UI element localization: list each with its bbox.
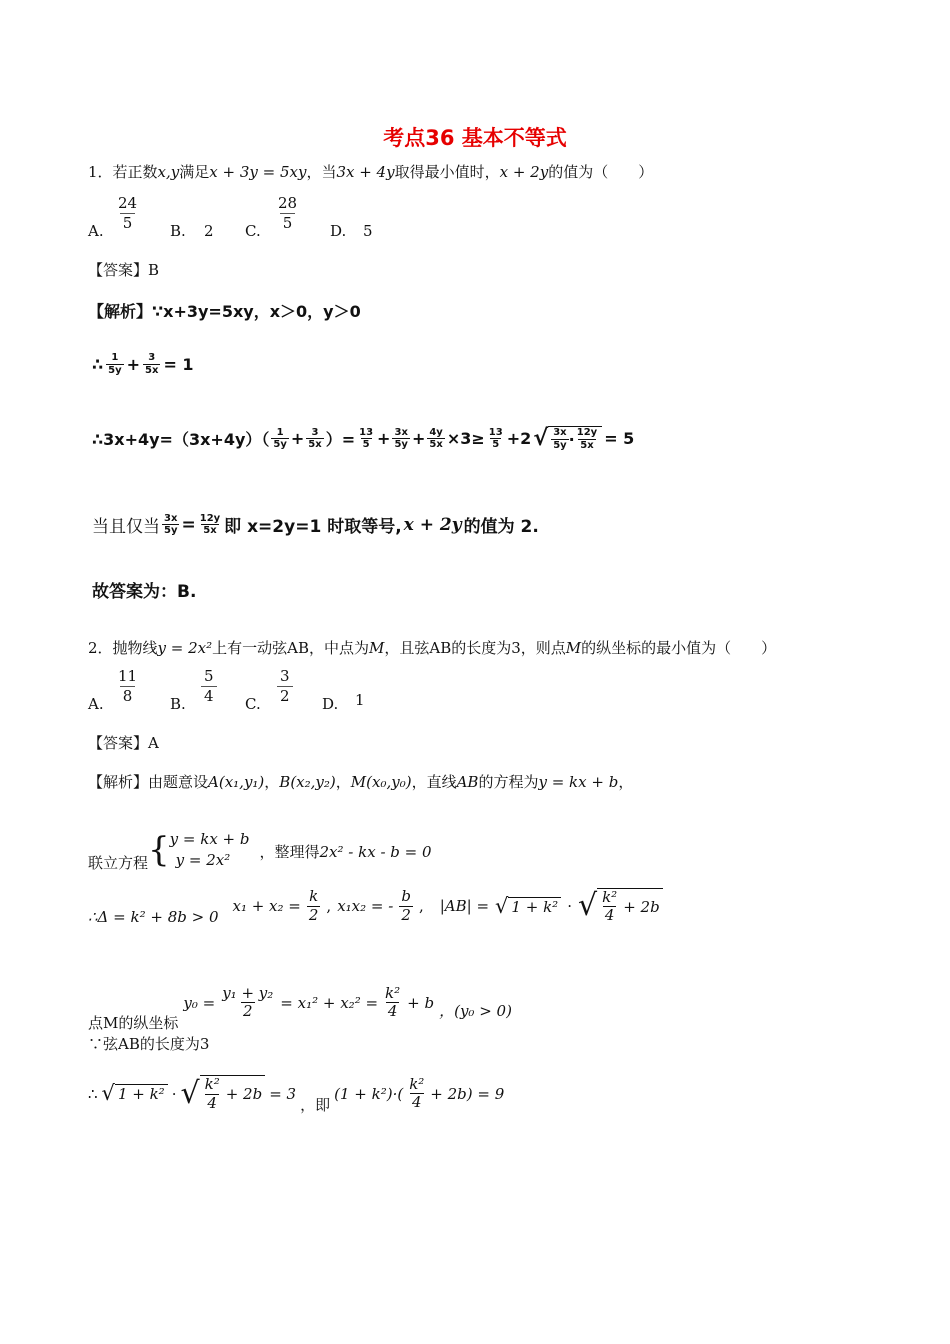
line-ab: AB — [456, 773, 479, 791]
denominator: 5y — [394, 439, 408, 450]
q2-option-b-num: 5 — [204, 667, 214, 685]
q1-stem-text: ，当 — [306, 163, 337, 181]
q2-analysis-line-6: ∴ √ 1 + k² · √ $\frac{\text{k²}}{4}$ + 2b = 3 ，即 (1 + k²)·( $\frac{\text{k²}}{4}$ + 2b) = 9 — [88, 1074, 505, 1114]
q1-stem-text: 满足 — [179, 163, 210, 181]
plus-two: +2 — [506, 429, 532, 448]
q1-stem-suffix: 的值为（ ） — [548, 163, 654, 181]
analysis-text: 的方程为 — [478, 773, 539, 791]
q2-analysis-line-5: ∵弦AB的长度为3 — [88, 1035, 210, 1053]
q1-option-c-den: 5 — [280, 213, 296, 233]
fraction — [143, 352, 160, 376]
analysis-text: ，直线 — [411, 773, 457, 791]
numerator: k² — [385, 983, 401, 1002]
q2-option-a-letter: A. — [88, 695, 104, 713]
numerator: 12y — [576, 427, 598, 438]
fraction — [198, 513, 222, 537]
question-1-stem — [88, 161, 653, 182]
q1-stem-text: 取得最小值时， — [394, 163, 500, 181]
denominator: 5x — [145, 364, 159, 376]
radicand: 1 + k² — [508, 897, 561, 916]
q1-analysis-line-4: 当且仅当 $\frac{3x}{5y}$ = $\frac{12y}{5x}$ 即 x=2y=1 时取等号, x + 2y 的值为 2. — [92, 512, 539, 537]
fraction — [162, 513, 179, 537]
analysis-text: ， — [618, 773, 634, 791]
chord-length: |AB| = — [439, 897, 490, 915]
equals-three: = 3 — [269, 1084, 297, 1103]
system-eq-1: y = kx + b — [169, 830, 250, 849]
q1-option-a-letter: A. — [88, 222, 104, 240]
ordinate-prefix: 点M的纵坐标 — [88, 1014, 179, 1032]
q2-option-c-num: 3 — [280, 667, 290, 685]
q1-analysis-line-2: ∴ $\frac{1}{5y}$ + $\frac{3}{5x}$ = 1 — [92, 352, 194, 376]
left-brace: { — [148, 829, 170, 870]
fraction — [575, 427, 599, 451]
ordinate-mid: = x₁² + x₂² = — [280, 993, 379, 1012]
q2-analysis-line-1: 【解析】由题意设A(x₁,y₁)，B(x₂,y₂)，M(x₀,y₀)，直线AB的方程为y = kx + b， — [88, 773, 634, 791]
fraction — [203, 1076, 222, 1112]
q2-option-c-fraction — [277, 667, 293, 706]
q1-option-a-den: 5 — [120, 213, 136, 233]
denominator: 2 — [242, 1002, 253, 1020]
square-root: √ 1 + k² — [495, 896, 561, 917]
q1-answer: 【答案】B — [88, 261, 160, 279]
q2-stem-m: M — [565, 639, 582, 657]
point-b: B(x₂,y₂) — [279, 773, 336, 791]
q1-conclusion: 故答案为：B. — [92, 582, 197, 602]
q2-option-d-value: 1 — [355, 691, 365, 709]
expression-mid: ）= — [325, 430, 356, 449]
q2-analysis-line-4 — [88, 972, 512, 1033]
numerator: b — [401, 887, 411, 906]
numerator: 4y — [429, 426, 443, 438]
result-part-b: + 2b) = 9 — [430, 1084, 505, 1103]
condition-prefix: 当且仅当 — [92, 517, 160, 537]
numerator: 3x — [553, 427, 567, 438]
times-three: ×3≥ — [446, 429, 485, 448]
q2-option-b-fraction — [201, 667, 217, 706]
fraction — [487, 427, 505, 451]
q1-stem-prefix: 1．若正数 — [88, 163, 158, 181]
denominator: 5x — [308, 439, 322, 450]
therefore-symbol: ∴ — [88, 1084, 98, 1103]
denominator: 5 — [492, 439, 500, 450]
denominator: 5x — [580, 439, 594, 451]
radicand-tail: + 2b — [623, 897, 660, 916]
q2-analysis-line-2 — [88, 826, 432, 873]
q2-stem-text: 上有一动弦AB，中点为 — [212, 639, 370, 657]
q2-option-c-letter: C. — [245, 695, 261, 713]
q1-analysis-line-1: 【解析】∵x+3y=5xy，x＞0，y＞0 — [88, 302, 361, 321]
point-m: M(x₀,y₀) — [350, 773, 412, 791]
point-a: A(x₁,y₁) — [208, 773, 265, 791]
q1-stem-condition: x + 3y = 5xy — [209, 163, 307, 181]
square-root: √ $\frac{\text{k²}}{4}$ + 2b — [578, 888, 663, 925]
question-2-stem — [88, 637, 776, 658]
result-part-a: (1 + k²)·( — [334, 1084, 404, 1103]
q2-stem-text: ，且弦AB的长度为3，则点 — [384, 639, 566, 657]
denominator: 5 — [362, 439, 370, 450]
q2-option-b-den: 4 — [201, 686, 217, 706]
radicand: 1 + k² — [115, 1084, 168, 1103]
q1-option-a-num: 24 — [118, 194, 138, 212]
q2-option-d-letter: D. — [322, 695, 339, 713]
numerator: k² — [204, 1075, 220, 1094]
numerator: 3 — [311, 426, 319, 438]
denominator: 5y — [273, 439, 287, 450]
q2-stem-suffix: 的纵坐标的最小值为（ ） — [581, 639, 777, 657]
q1-option-a-fraction — [118, 194, 137, 233]
numerator: y₁ + y₂ — [222, 983, 274, 1002]
q2-option-c-den: 2 — [277, 686, 293, 706]
denominator: 5y — [164, 525, 178, 536]
numerator: k² — [409, 1074, 425, 1093]
square-root: √ $\frac{\text{k²}}{4}$ + 2b — [180, 1075, 265, 1112]
ordinate-condition: ，(y₀ > 0) — [439, 1002, 512, 1020]
fraction — [306, 427, 323, 451]
numerator: 3x — [164, 512, 178, 524]
denominator: 2 — [401, 905, 411, 924]
equals-one: = 1 — [163, 354, 194, 374]
q2-option-b-letter: B. — [170, 695, 186, 713]
denominator: 5y — [553, 439, 567, 451]
fraction — [399, 888, 413, 924]
q1-option-b-letter: B. — [170, 222, 186, 240]
fraction — [383, 985, 402, 1021]
q1-option-c-letter: C. — [245, 222, 261, 240]
q2-stem-curve: y = 2x² — [157, 639, 213, 657]
numerator: 3x — [394, 426, 408, 438]
square-root: √ $\frac{3x}{5y}$ · $\frac{12y}{5x}$ — [533, 426, 602, 451]
ordinate-tail: + b — [407, 993, 435, 1012]
equation-system — [170, 829, 250, 870]
condition-mid: 即 x=2y=1 时取等号, — [224, 517, 402, 537]
q2-option-a-den: 8 — [120, 686, 136, 706]
q1-analysis-line-3: ∴3x+4y=（3x+4y）（ $\frac{1}{5y}$ + $\frac{3}{5x}$ ）= $\frac{13}{5}$ + $\frac{3x}{5y}$ + $\frac{4y}{5x}$ ×3≥ $\frac{13}{5}$ +2 √ $\frac{3x}{5y}$ · $\frac{12y}{5x}$ = 5 — [92, 425, 635, 452]
numerator: 13 — [488, 426, 503, 438]
expression-start: ∴3x+4y=（3x+4y）（ — [92, 430, 270, 449]
q2-option-a-fraction — [118, 667, 137, 706]
denominator: 4 — [411, 1093, 422, 1111]
line-equation: y = kx + b — [538, 773, 619, 791]
denominator: 5x — [429, 439, 443, 450]
q1-option-d-letter: D. — [330, 222, 347, 240]
y0-label: y₀ = — [183, 993, 216, 1012]
radicand-tail: + 2b — [225, 1085, 263, 1103]
fraction — [600, 889, 619, 925]
q1-option-c-fraction — [278, 194, 297, 233]
root-sum: x₁ + x₂ = — [232, 897, 301, 915]
quadratic-result: 2x² - kx - b = 0 — [319, 842, 432, 861]
q1-stem-expression: 3x + 4y — [336, 163, 395, 181]
result: = 5 — [604, 429, 635, 448]
numerator: 1 — [276, 426, 284, 438]
page-title: 考点36 基本不等式 — [383, 126, 567, 150]
fraction — [220, 985, 275, 1021]
q1-option-b-value: 2 — [204, 222, 214, 240]
denominator: 4 — [207, 1093, 217, 1112]
fraction — [551, 427, 568, 451]
numerator: 1 — [111, 352, 119, 363]
q2-answer: 【答案】A — [88, 734, 159, 752]
numerator: 13 — [359, 426, 374, 438]
namely: ，即 — [300, 1096, 331, 1114]
fraction — [271, 427, 288, 451]
denominator: 5x — [203, 525, 217, 536]
fraction — [357, 427, 375, 451]
system-mid: ，整理得 — [259, 843, 320, 861]
q1-option-c-num: 28 — [278, 194, 298, 212]
q2-option-a-num: 11 — [118, 667, 138, 685]
condition-suffix: 的值为 2. — [463, 517, 539, 537]
fraction — [106, 352, 123, 376]
q2-analysis-line-3: ∴Δ = k² + 8b > 0 x₁ + x₂ = $\frac{k}{2}$ , x₁x₂ = - $\frac{b}{2}$ , |AB| = √ 1 + k² · √ $\frac{\text{k²}}{4}$ + 2b — [88, 886, 663, 926]
q2-stem-prefix: 2．抛物线 — [88, 639, 158, 657]
numerator: k — [309, 887, 319, 906]
therefore-symbol: ∴ — [92, 354, 104, 374]
analysis-prefix: 【解析】由题意设 — [88, 773, 209, 791]
system-eq-2: y = 2x² — [175, 850, 231, 869]
condition-target: x + 2y — [403, 514, 462, 535]
q2-stem-m: M — [369, 639, 385, 657]
fraction — [307, 888, 321, 924]
numerator: 12y — [199, 512, 221, 524]
denominator: 2 — [308, 905, 319, 924]
fraction — [392, 427, 409, 451]
numerator: 3 — [148, 352, 156, 363]
root-product: x₁x₂ = - — [337, 897, 394, 915]
denominator: 5y — [108, 364, 122, 376]
denominator: 4 — [387, 1002, 398, 1020]
fraction — [427, 427, 444, 451]
square-root: √ 1 + k² — [102, 1083, 168, 1104]
fraction — [407, 1076, 426, 1112]
q1-stem-vars: x,y — [157, 163, 180, 181]
numerator: k² — [602, 887, 618, 906]
system-prefix: 联立方程 — [88, 854, 149, 872]
denominator: 4 — [604, 906, 615, 924]
q1-stem-target: x + 2y — [499, 163, 549, 181]
discriminant: ∴Δ = k² + 8b > 0 — [88, 908, 219, 926]
q1-option-d-value: 5 — [363, 222, 373, 240]
